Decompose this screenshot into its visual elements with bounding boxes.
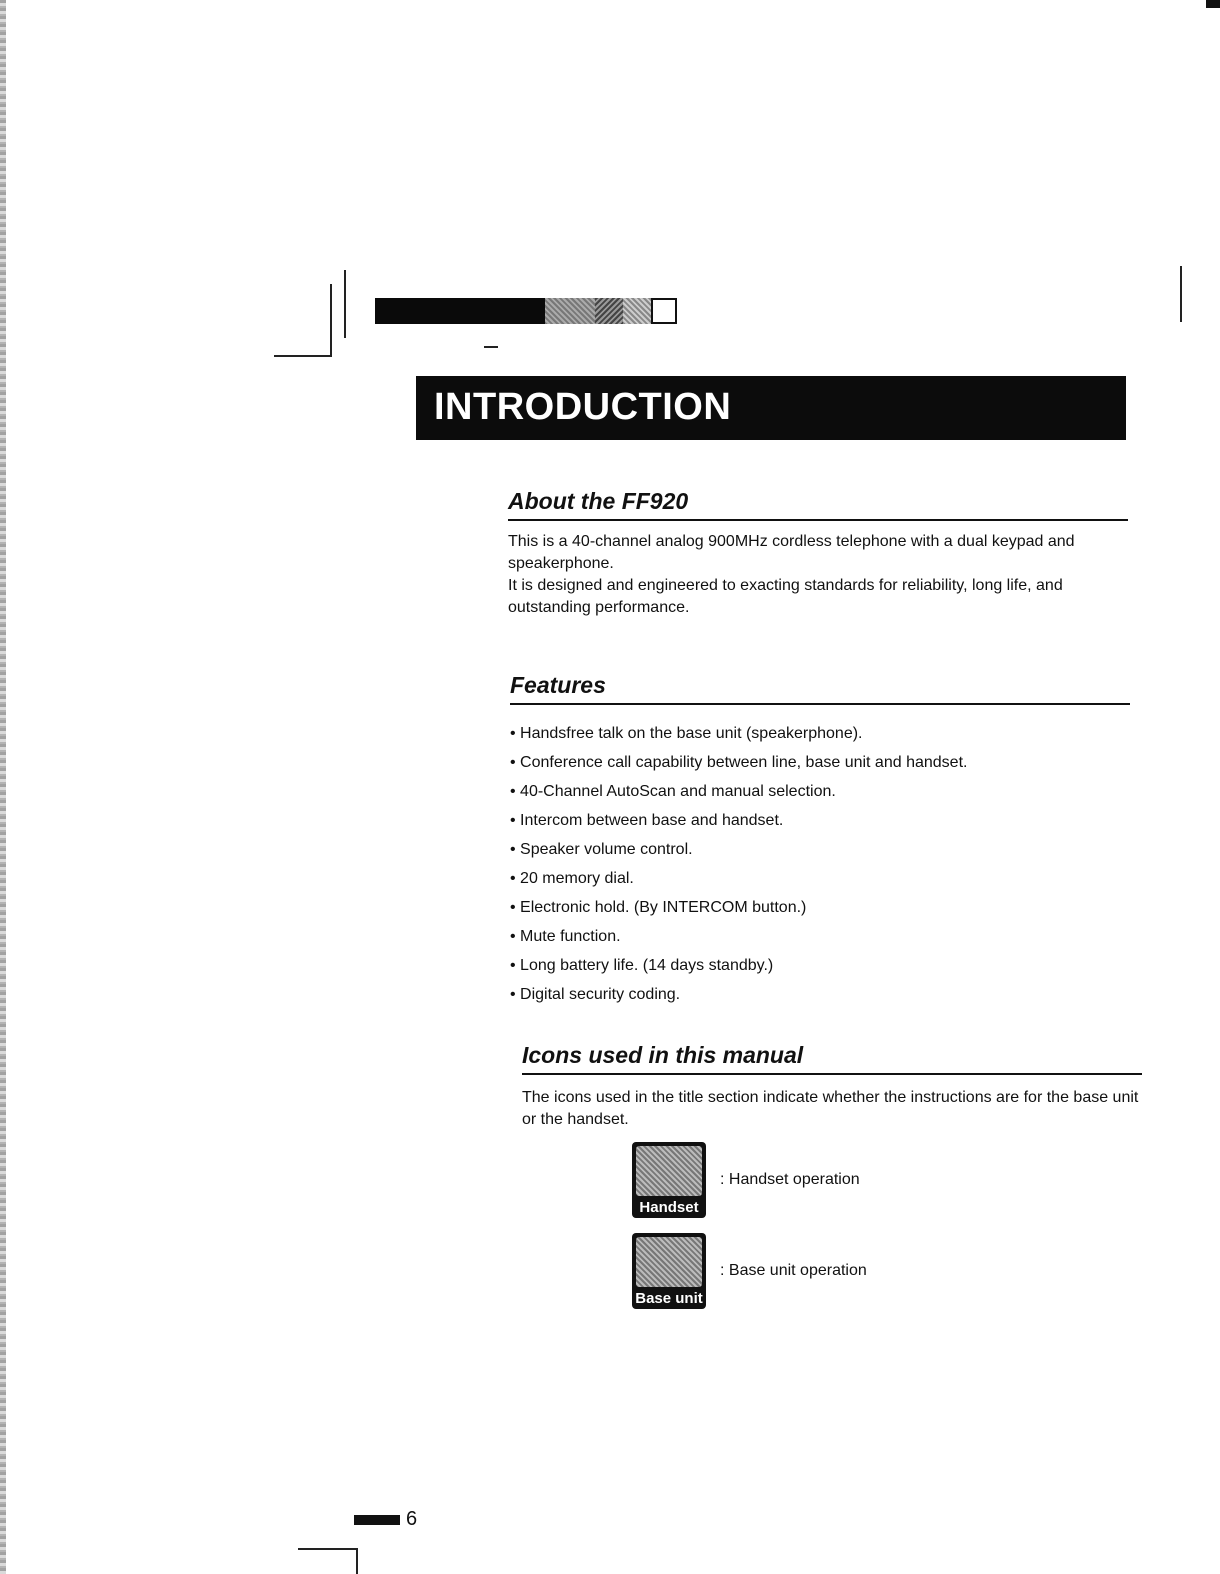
feature-item: • Long battery life. (14 days standby.) (510, 957, 774, 974)
crop-mark (344, 270, 346, 338)
about-section (508, 487, 1128, 619)
feature-item: • Mute function. (510, 928, 621, 945)
base-legend: : Base unit operation (720, 1262, 867, 1279)
features-list (510, 719, 1130, 1009)
crop-mark (356, 1548, 358, 1574)
handset-legend-row (632, 1142, 860, 1218)
icons-paragraph: The icons used in the title section indicate whether the instructions are for the base unit or the handset. (522, 1089, 1139, 1128)
crop-mark (298, 1548, 356, 1550)
features-heading: Features (510, 671, 1130, 705)
about-paragraph-2: It is designed and engineered to exacting standards for reliability, long life, and outstanding performance. (508, 577, 1063, 616)
base-legend-row (632, 1233, 867, 1309)
feature-item: • Electronic hold. (By INTERCOM button.) (510, 899, 807, 916)
header-bar (375, 298, 677, 324)
about-paragraph-1: This is a 40-channel analog 900MHz cordless telephone with a dual keypad and speakerphone. (508, 533, 1075, 572)
page-number-text: 6 (406, 1508, 418, 1530)
feature-item: • Intercom between base and handset. (510, 812, 784, 829)
handset-icon (632, 1142, 706, 1218)
crop-mark (330, 284, 332, 356)
base-icon-caption: Base unit (635, 1290, 703, 1307)
scan-edge (0, 0, 6, 1574)
section-title: INTRODUCTION (434, 386, 732, 428)
feature-item: • 40-Channel AutoScan and manual selection. (510, 783, 836, 800)
feature-item: • Conference call capability between line, base unit and handset. (510, 754, 968, 771)
feature-item: • Digital security coding. (510, 986, 681, 1003)
corner-mark (1206, 0, 1220, 8)
feature-item: • 20 memory dial. (510, 870, 634, 887)
feature-item: • Speaker volume control. (510, 841, 693, 858)
base-unit-icon (632, 1233, 706, 1309)
handset-icon-caption: Handset (639, 1199, 699, 1216)
crop-mark (274, 355, 332, 357)
crop-mark (484, 346, 498, 348)
feature-item: • Handsfree talk on the base unit (speakerphone). (510, 725, 863, 742)
features-section (510, 671, 1130, 1009)
crop-mark (1180, 266, 1182, 322)
page-number (354, 1508, 417, 1531)
about-heading: About the FF920 (508, 487, 1128, 521)
icons-heading: Icons used in this manual (522, 1041, 1142, 1075)
section-title-band (416, 376, 1126, 440)
icons-section (522, 1041, 1142, 1131)
handset-legend: : Handset operation (720, 1171, 860, 1188)
